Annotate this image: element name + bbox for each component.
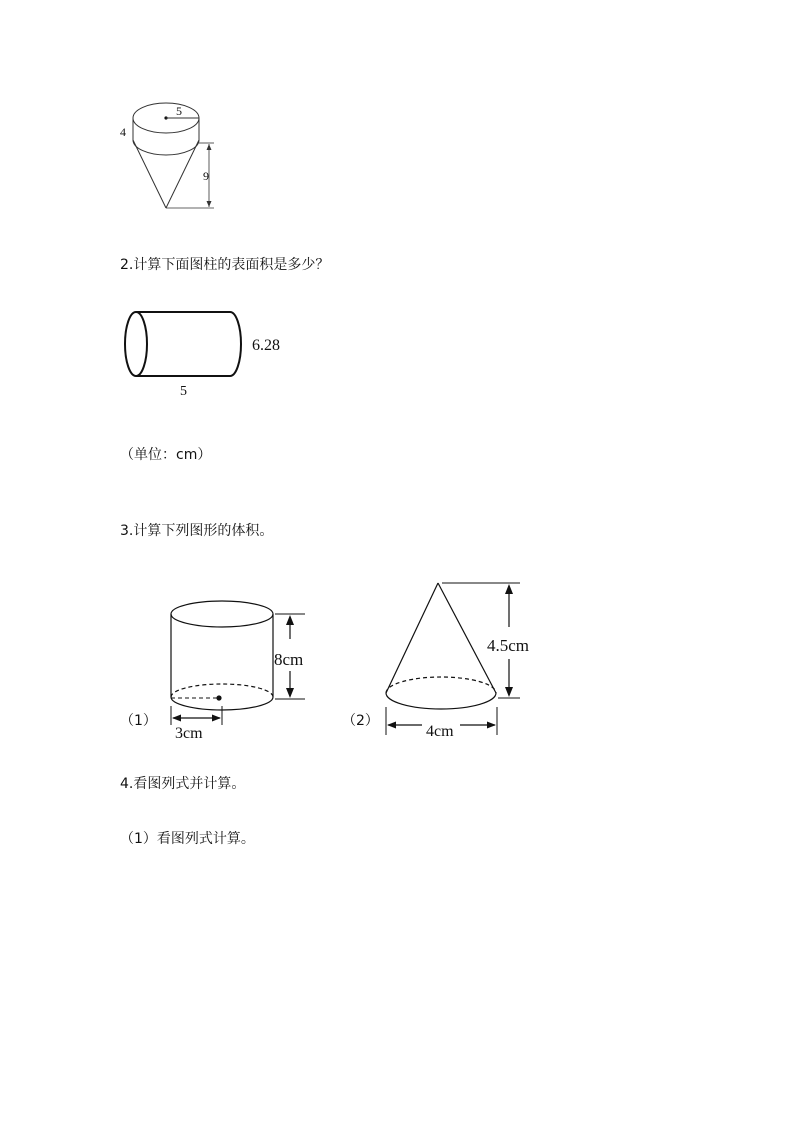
cone-index: （2） [342,713,379,729]
cylinder-cone-figure [110,90,230,220]
question-3-title: 3.计算下列图形的体积。 [120,523,274,539]
height-label: 4 [120,125,126,139]
cylinder-index: （1） [120,713,157,729]
unit-note: （单位：cm） [120,447,212,463]
horizontal-cylinder-figure [118,305,298,405]
question-4-sub-1: （1）看图列式计算。 [120,831,255,847]
cone-height-label: 4.5cm [487,636,530,655]
cylinder-radius-label: 3cm [175,725,203,742]
circumference-label: 6.28 [252,337,280,354]
question-4-title: 4.看图列式并计算。 [120,776,246,792]
length-label: 5 [180,384,187,399]
question-2-title: 2.计算下面图柱的表面积是多少？ [120,257,330,273]
cylinder-height-label: 8cm [274,650,304,669]
cone-volume-figure [380,575,550,745]
cone-diameter-label: 4cm [426,723,454,740]
radius-label: 5 [176,104,182,118]
cone-height-label: 9 [203,169,209,183]
